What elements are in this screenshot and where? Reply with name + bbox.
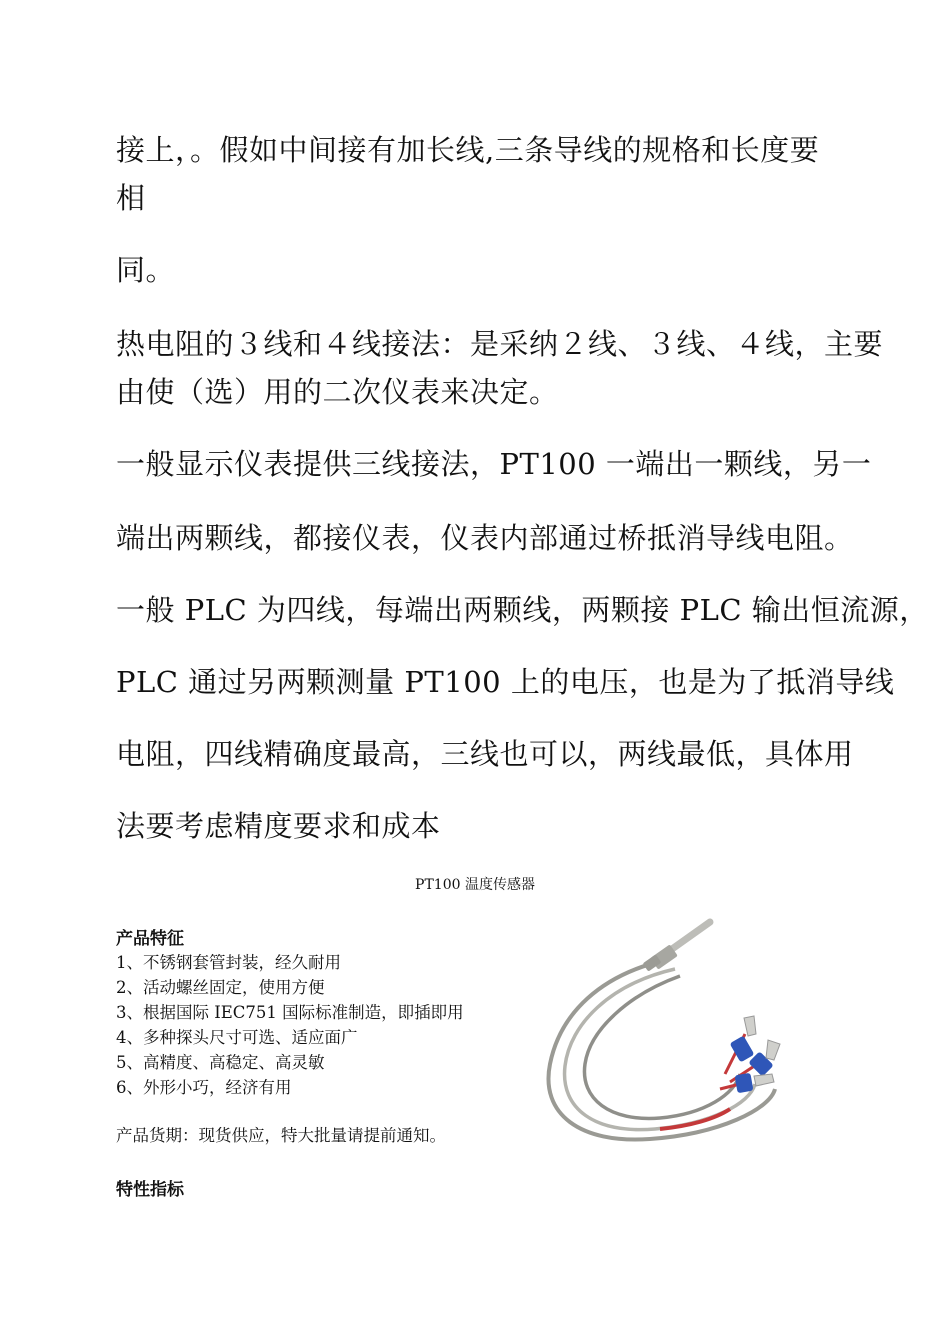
body-line-9: PLC 通过另两颗测量 PT100 上的电压，也是为了抵消导线 [116, 665, 895, 699]
body-line-1: 接上，。假如中间接有加长线,三条导线的规格和长度要 [116, 133, 820, 167]
body-line-6: 一般显示仪表提供三线接法，PT100 一端出一颗线，另一 [116, 447, 872, 481]
features-heading: 产品特征 [116, 929, 184, 949]
feature-item: 2、活动螺丝固定，使用方便 [116, 978, 325, 997]
body-line-7: 端出两颗线，都接仪表，仪表内部通过桥抵消导线电阻。 [116, 521, 854, 555]
body-line-5: 由使（选）用的二次仪表来决定。 [116, 375, 559, 409]
feature-item: 4、多种探头尺寸可选、适应面广 [116, 1028, 358, 1047]
feature-item: 5、高精度、高稳定、高灵敏 [116, 1053, 325, 1072]
delivery-note: 产品货期：现货供应，特大批量请提前通知。 [116, 1126, 446, 1145]
body-line-3: 同。 [116, 253, 176, 287]
features-list [116, 950, 464, 1100]
feature-item: 6、外形小巧，经济有用 [116, 1078, 292, 1097]
body-line-4: 热电阻的３线和４线接法：是采纳２线、３线、４线，主要 [116, 327, 884, 361]
body-line-10: 电阻，四线精确度最高，三线也可以，两线最低，具体用 [116, 737, 854, 771]
body-line-8: 一般 PLC 为四线，每端出两颗线，两颗接 PLC 输出恒流源， [116, 593, 929, 627]
body-line-2: 相 [116, 181, 146, 215]
feature-item: 3、根据国际 IEC751 国际标准制造，即插即用 [116, 1003, 464, 1022]
product-title: PT100 温度传感器 [415, 877, 535, 893]
body-line-11: 法要考虑精度要求和成本 [116, 809, 441, 843]
pt100-sensor-image [540, 914, 790, 1159]
specs-heading: 特性指标 [116, 1180, 184, 1200]
feature-item: 1、不锈钢套管封装，经久耐用 [116, 953, 341, 972]
